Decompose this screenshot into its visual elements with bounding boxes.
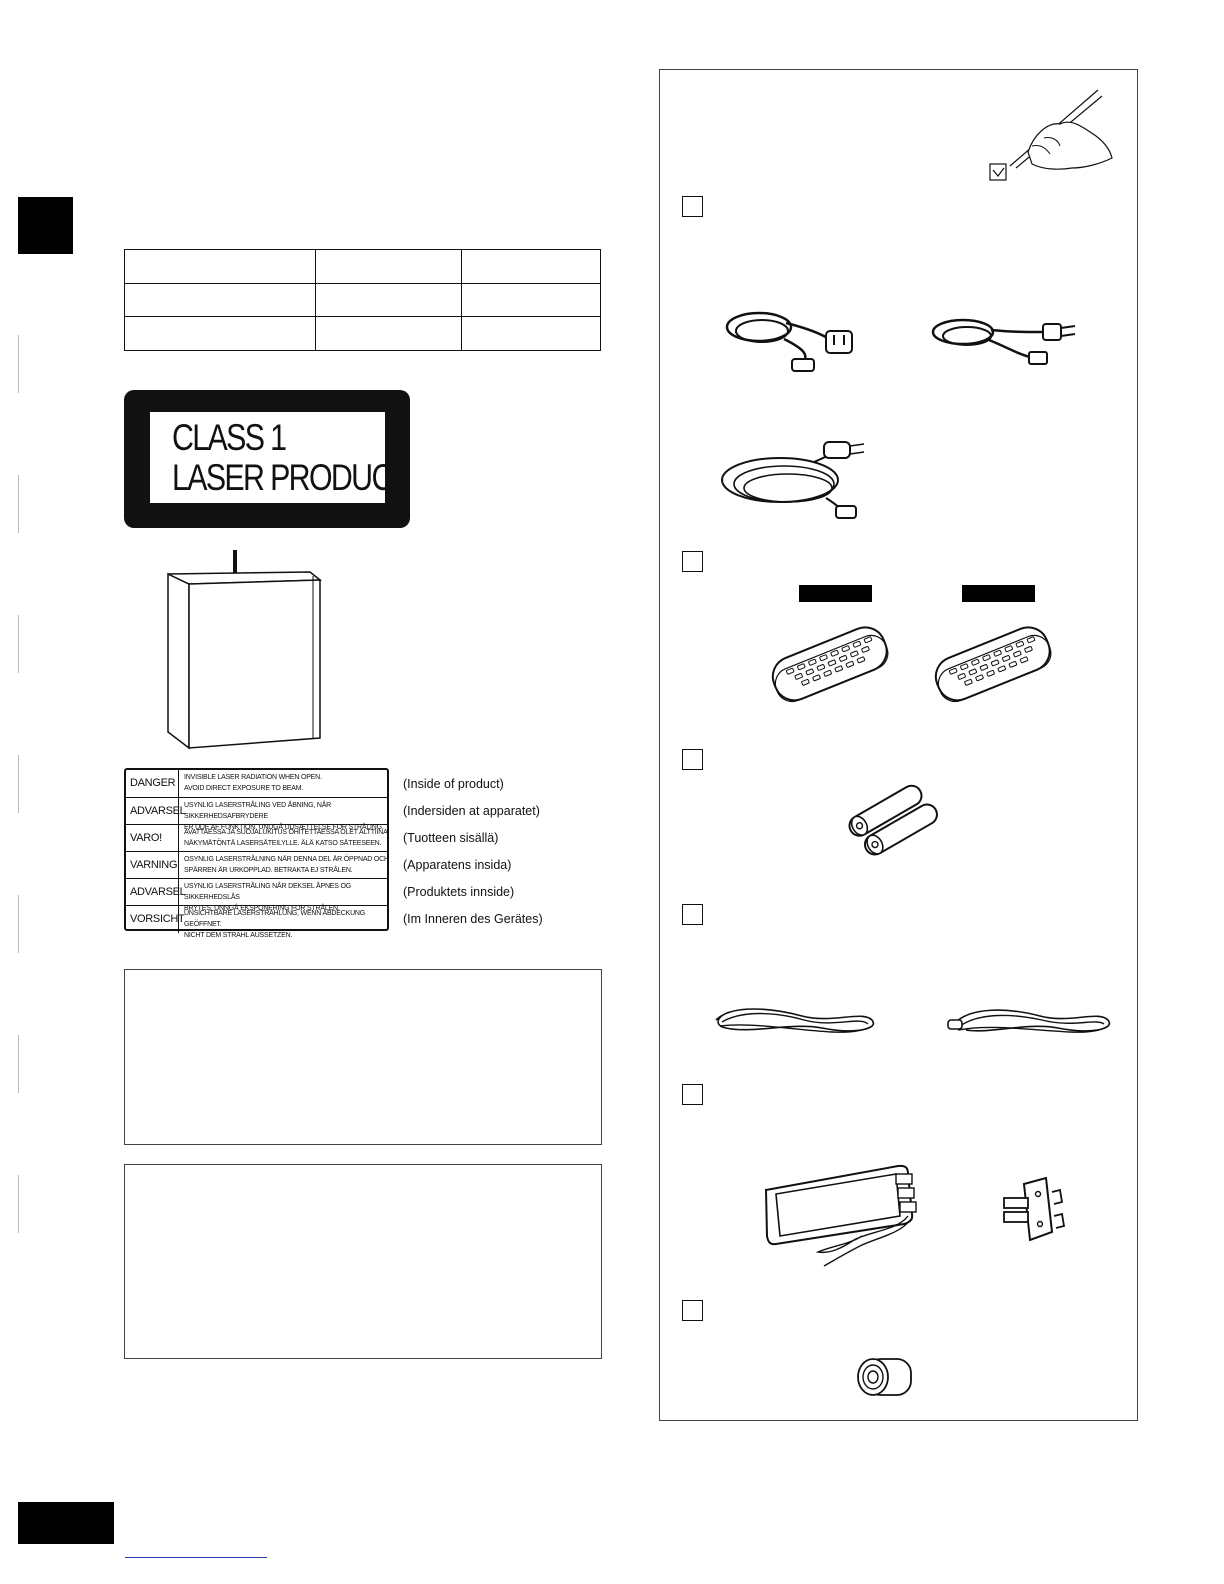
laser-class-label	[124, 390, 410, 528]
antenna-wire-icon	[946, 998, 1114, 1040]
notice-box	[124, 969, 602, 1145]
hand-checkmark-icon	[988, 88, 1118, 183]
model-tag	[962, 585, 1035, 602]
batteries-icon	[842, 785, 942, 860]
warning-caption: (Tuotteen sisällä)	[403, 831, 499, 845]
accessory-checkbox[interactable]	[682, 904, 703, 925]
warning-message: OSYNLIG LASERSTRÅLNING NÄR DENNA DEL ÄR ÖPPNAD OCH SPÄRREN ÄR URKOPPLAD. BETRAKTA EJ STRÅLEN.	[184, 856, 389, 874]
warning-caption: (Im Inneren des Gerätes)	[403, 912, 543, 926]
euro-plug-cord-icon	[718, 440, 868, 525]
model-tag	[799, 585, 872, 602]
margin-mark	[18, 615, 19, 673]
warning-message: USYNLIG LASERSTRÅLING VED ÅBNING, NÅR SIKKERHEDSAFBRYDERE ER UDE AF FUNKTION. UNDGÅ UDSÆTTELSE FOR STRÅLING.	[184, 802, 384, 831]
warning-caption: (Produktets innside)	[403, 885, 515, 899]
remote-control-icon	[929, 618, 1055, 706]
accessory-checkbox[interactable]	[682, 749, 703, 770]
margin-mark	[18, 1175, 19, 1233]
margin-mark	[18, 475, 19, 533]
laser-warning-table	[124, 768, 389, 939]
margin-mark	[18, 335, 19, 393]
loop-antenna-icon	[758, 1160, 918, 1270]
antenna-wire-icon	[712, 998, 877, 1040]
specifications-table	[124, 249, 601, 351]
warning-language-key: DANGER	[130, 777, 176, 789]
table-row	[125, 284, 601, 317]
accessory-checkbox[interactable]	[682, 196, 703, 217]
warning-row	[126, 824, 387, 852]
accessory-checkbox[interactable]	[682, 1084, 703, 1105]
notice-box	[124, 1164, 602, 1359]
warning-message: UNSICHTBARE LASERSTRAHLUNG, WENN ABDECKUNG GEÖFFNET. NICHT DEM STRAHL AUSSETZEN.	[184, 910, 366, 939]
product-cabinet-icon	[165, 548, 325, 750]
footer-rule	[125, 1557, 267, 1558]
laser-label-line1: CLASS 1	[172, 416, 286, 458]
antenna-bracket-icon	[1000, 1176, 1070, 1248]
margin-mark	[18, 1035, 19, 1093]
warning-row	[126, 851, 387, 879]
table-row	[125, 250, 601, 284]
warning-row	[126, 905, 387, 939]
warning-caption: (Indersiden at apparatet)	[403, 804, 540, 818]
warning-message: AVATTAESSA JA SUOJALUKITUS OHITETTAESSA OLET ALTTIINA NÄKYMÄTÖNTÄ LASERSÄTEILYLLE. ÄLÄ KATSO SÄTEESEEN.	[184, 829, 388, 847]
warning-language-key: VARO!	[130, 832, 162, 844]
accessory-checkbox[interactable]	[682, 1300, 703, 1321]
section-tab	[18, 197, 73, 254]
margin-mark	[18, 755, 19, 813]
remote-control-icon	[766, 618, 892, 706]
laser-label-line2: LASER PRODUCT	[172, 456, 409, 498]
warning-caption: (Inside of product)	[403, 777, 504, 791]
uk-plug-cord-icon	[714, 305, 864, 375]
warning-language-key: ADVARSEL	[130, 805, 186, 817]
warning-caption: (Apparatens insida)	[403, 858, 512, 872]
margin-mark	[18, 895, 19, 953]
ferrite-core-icon	[855, 1356, 915, 1398]
flat-plug-cord-icon	[925, 310, 1085, 370]
warning-row	[126, 770, 387, 797]
warning-message: INVISIBLE LASER RADIATION WHEN OPEN. AVOID DIRECT EXPOSURE TO BEAM.	[184, 774, 322, 792]
warning-language-key: ADVARSEL	[130, 886, 186, 898]
warning-language-key: VORSICHT	[130, 913, 185, 925]
warning-language-key: VARNING	[130, 859, 178, 871]
warning-row	[126, 797, 387, 831]
accessory-checkbox[interactable]	[682, 551, 703, 572]
warning-row	[126, 878, 387, 912]
page-number-tab	[18, 1502, 114, 1544]
table-row	[125, 317, 601, 351]
warning-message: USYNLIG LASERSTRÅLING NÅR DEKSEL ÅPNES OG SIKKERHEDSLÅS BRYTES. UNNGÅ EKSPONERING FOR STRÅLEN.	[184, 883, 351, 912]
